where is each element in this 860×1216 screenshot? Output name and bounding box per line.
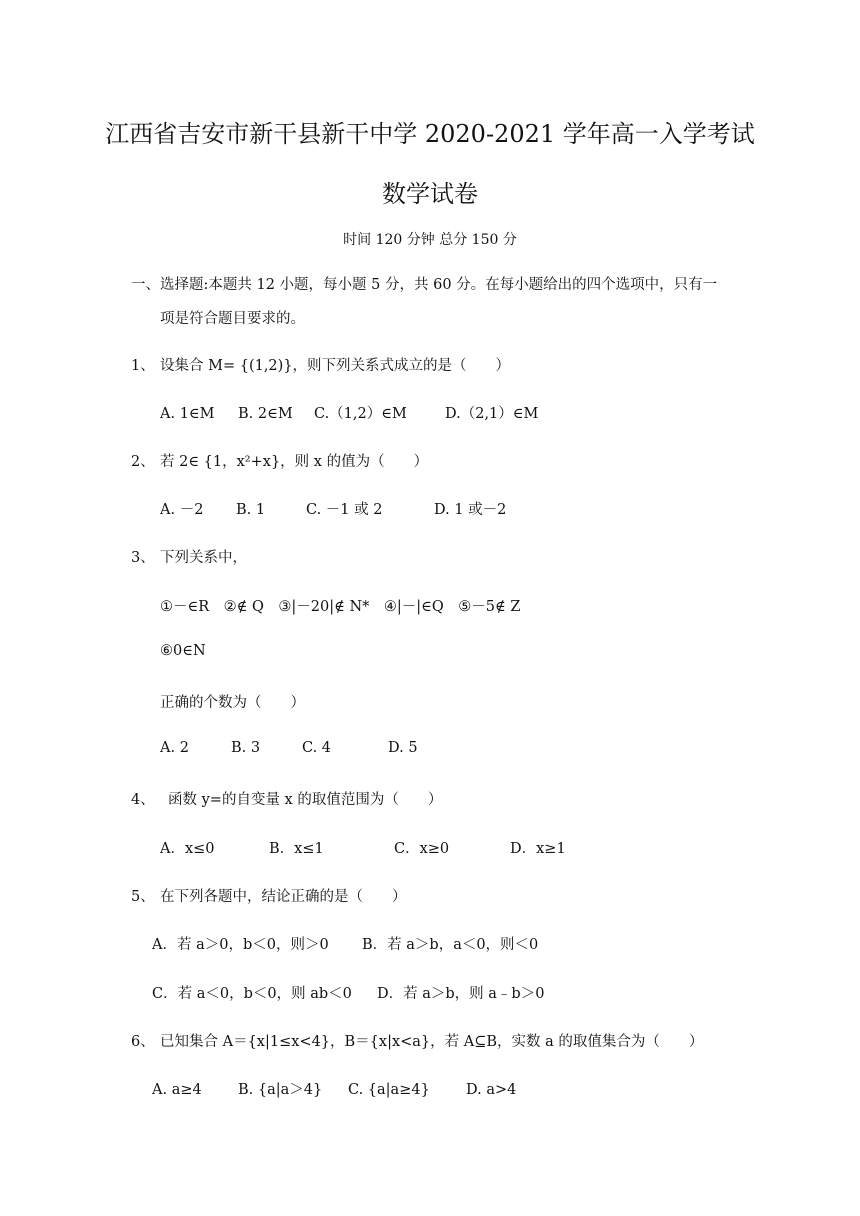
option-c: C. －1 或 2 — [306, 502, 383, 518]
question-number: 5、 — [131, 889, 155, 905]
question-number: 4、 — [131, 792, 155, 808]
option-b: B. 3 — [231, 740, 261, 756]
question-number: 2、 — [131, 454, 155, 470]
option-row — [152, 982, 544, 1003]
option-c: C. {a|a≥4} — [348, 1082, 430, 1098]
exam-title: 江西省吉安市新干县新干中学 2020-2021 学年高一入学考试 — [105, 120, 755, 148]
statement-list: ①－∈R ②∉ Q ③|－20|∉ N* ④|－|∈Q ⑤－5∉ Z — [160, 599, 521, 615]
option-b: B. 2∈M — [238, 406, 293, 422]
question-stem: 函数 y=的自变量 x 的取值范围为（ ） — [168, 792, 443, 808]
question-prompt: 正确的个数为（ ） — [160, 695, 305, 711]
option-a: A. －2 — [160, 502, 204, 518]
option-row — [160, 498, 506, 519]
question-stem: 设集合 M= {(1,2)}，则下列关系式成立的是（ ） — [160, 358, 511, 374]
question-stem: 已知集合 A＝{x|1≤x<4}，B＝{x|x<a}，若 A⊆B，实数 a 的取值集合为（ ） — [160, 1034, 704, 1050]
option-d: D．若 a＞b，则 a﹣b＞0 — [377, 986, 545, 1002]
option-c: C．x≥0 — [394, 841, 450, 857]
time-info: 时间 120 分钟 总分 150 分 — [343, 232, 517, 248]
exam-subtitle: 数学试卷 — [382, 180, 478, 208]
question-stem: 下列关系中， — [160, 550, 247, 566]
question-stem: 若 2∈ {1，x²+x}，则 x 的值为（ ） — [160, 454, 429, 470]
option-b: B. {a|a＞4} — [238, 1082, 323, 1098]
question-number: 1、 — [131, 358, 155, 374]
option-d: D.（2,1）∈M — [445, 406, 539, 422]
option-a: A．若 a＞0，b＜0，则＞0 — [152, 937, 329, 953]
option-d: D. 5 — [388, 740, 418, 756]
option-row — [160, 837, 566, 858]
option-d: D. a>4 — [466, 1082, 517, 1098]
section-heading-cont: 项是符合题目要求的。 — [160, 311, 305, 327]
question-number: 3、 — [131, 550, 155, 566]
option-c: C. 4 — [302, 740, 332, 756]
statement-list-cont: ⑥0∈N — [160, 643, 206, 659]
option-a: A. 2 — [160, 740, 189, 756]
option-b: B．若 a＞b，a＜0，则＜0 — [362, 937, 539, 953]
option-b: B．x≤1 — [269, 841, 324, 857]
question-stem: 在下列各题中，结论正确的是（ ） — [160, 889, 407, 905]
option-a: A．x≤0 — [160, 841, 215, 857]
option-a: A. a≥4 — [152, 1082, 202, 1098]
option-a: A. 1∈M — [160, 406, 215, 422]
option-b: B. 1 — [236, 502, 266, 518]
option-row — [160, 740, 418, 756]
option-c: C．若 a＜0，b＜0，则 ab＜0 — [152, 986, 352, 1002]
option-d: D．x≥1 — [510, 841, 566, 857]
question-number: 6、 — [131, 1034, 155, 1050]
option-row — [152, 933, 538, 954]
option-d: D. 1 或－2 — [434, 502, 507, 518]
option-row — [160, 402, 538, 423]
option-row — [152, 1078, 516, 1099]
section-heading: 一、选择题:本题共 12 小题，每小题 5 分，共 60 分。在每小题给出的四个选项中，只有一 — [131, 277, 718, 293]
option-c: C.（1,2）∈M — [314, 406, 407, 422]
